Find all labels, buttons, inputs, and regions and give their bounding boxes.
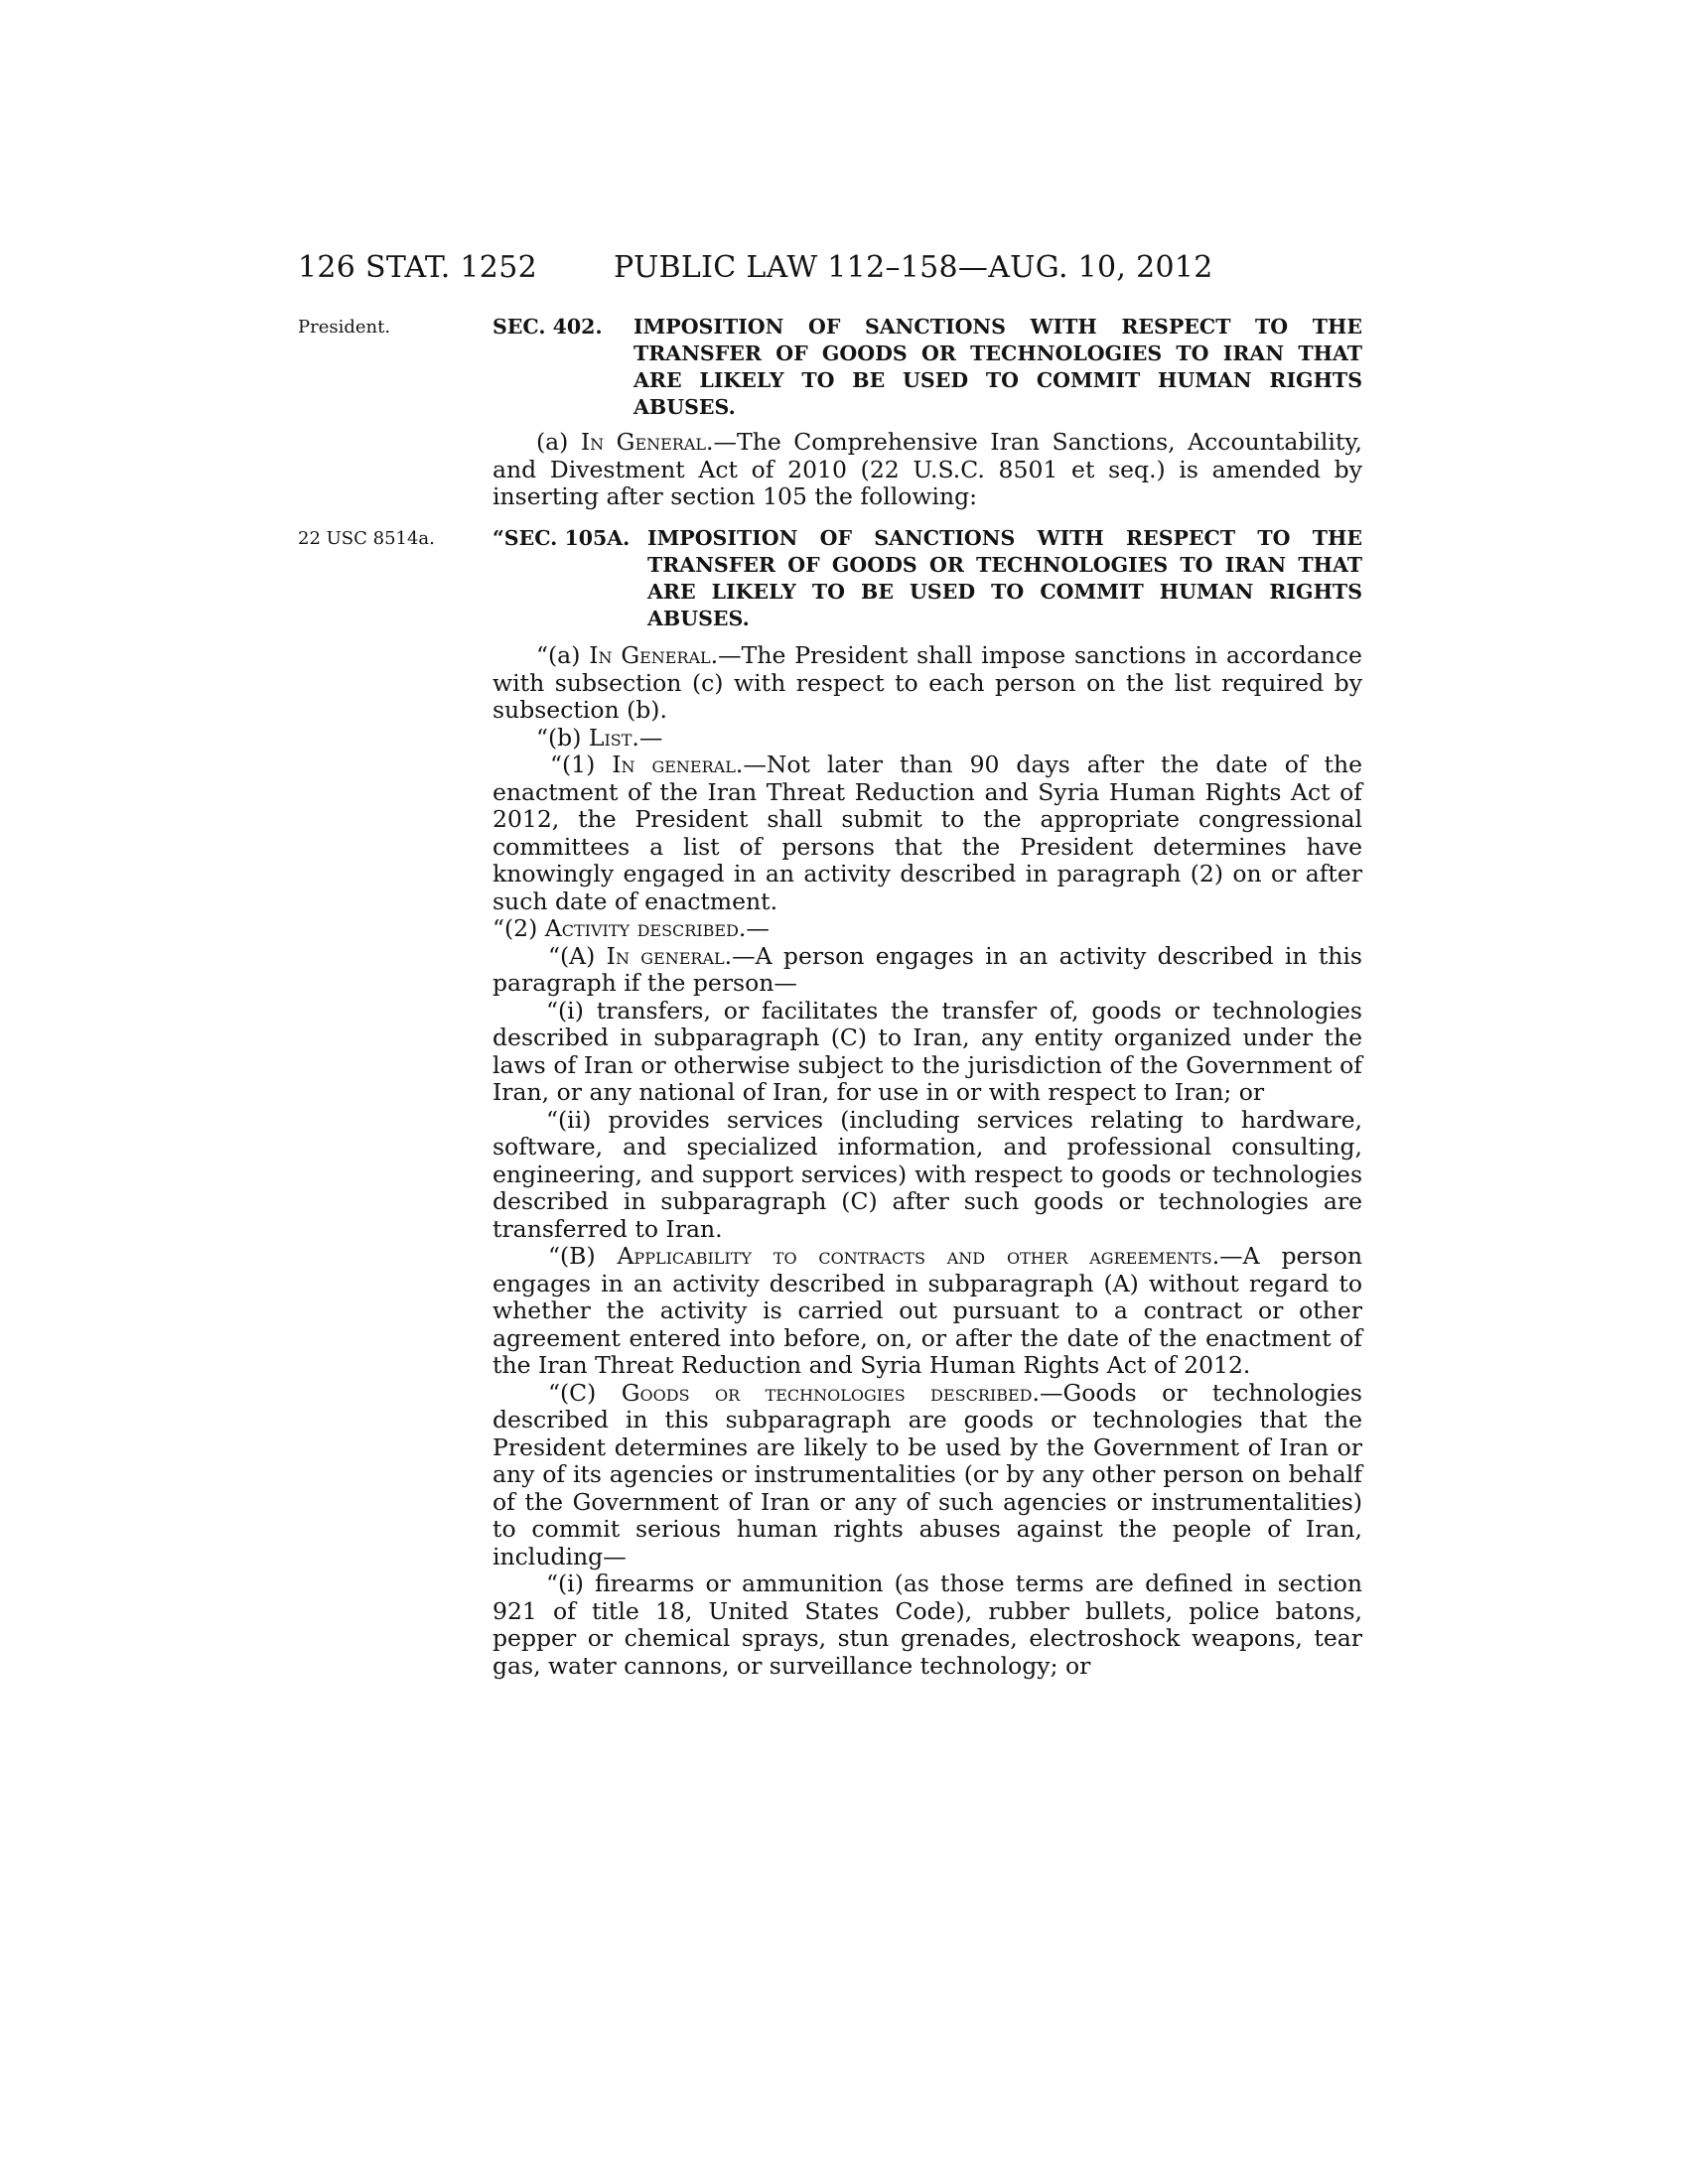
subparagraph-A: “(A) In general.—A person engages in an activity described in this paragraph if the person— <box>492 941 1362 997</box>
subparagraph-C: “(C) Goods or technologies described.—Goods or technologies described in this subparagraph are goods or technologies that the President determines are likely to be used by the Government of Iran or any of its agencies or instrumentalities (or by any other person on behalf of the Government of Iran or any of such agencies or instrumentalities) to commit serious human rights abuses against the people of Iran, including— <box>492 1378 1362 1570</box>
section-402-subsection-a: (a) In General.—The Comprehensive Iran Sanctions, Accountability, and Divestment Act of 2010 (22 U.S.C. 8501 et seq.) is amended by inserting after section 105 the following: <box>492 428 1362 510</box>
section-105a-label: “SEC. 105A. <box>492 526 631 550</box>
running-head <box>298 250 1213 286</box>
section-105a-body <box>492 642 1362 1680</box>
subsection-heading: In General. <box>580 428 714 456</box>
section-105a-title: IMPOSITION OF SANCTIONS WITH RESPECT TO THE TRANSFER OF GOODS OR TECHNOLOGIES TO IRAN THAT ARE LIKELY TO BE USED TO COMMIT HUMAN RIGHTS ABUSES. <box>647 526 1362 630</box>
paragraph-b2: “(2) Activity described.— <box>492 914 770 942</box>
clause-A-ii: “(ii) provides services (including services relating to hardware, software, and specialized information, and professional consulting, engineering, and support services) with respect to goods or technologies described in subparagraph (C) after such goods or technologies are transferred to Iran. <box>492 1105 1362 1243</box>
margin-note-usc: 22 USC 8514a. <box>298 528 435 549</box>
clause-C-i: “(i) firearms or ammunition (as those terms are defined in section 921 of title 18, United States Code), rubber bullets, police batons, pepper or chemical sprays, stun grenades, electroshock weapons, tear gas, water cannons, or surveillance technology; or <box>492 1570 1362 1680</box>
margin-note-president: President. <box>298 317 391 338</box>
public-law-title: PUBLIC LAW 112–158—AUG. 10, 2012 <box>614 250 1213 285</box>
paragraph-b: “(b) List.— <box>536 723 663 751</box>
section-105a-heading <box>492 525 1362 632</box>
paragraph-b1: “(1) In general.—Not later than 90 days after the date of the enactment of the Iran Threat Reduction and Syria Human Rights Act of 2012, the President shall submit to the appropriate congressional committees a list of persons that the President determines have knowingly engaged in an activity described in paragraph (2) on or after such date of enactment. <box>492 751 1363 915</box>
clause-A-i: “(i) transfers, or facilitates the transfer of, goods or technologies described in subparagraph (C) to Iran, any entity organized under the laws of Iran or otherwise subject to the jurisdiction of the Government of Iran, or any national of Iran, for use in or with respect to Iran; or <box>492 996 1362 1106</box>
subparagraph-B: “(B) Applicability to contracts and other agreements.—A person engages in an activity described in subparagraph (A) without regard to whether the activity is carried out pursuant to a contract or other agreement entered into before, on, or after the date of the enactment of the Iran Threat Reduction and Syria Human Rights Act of 2012. <box>492 1242 1362 1379</box>
section-402-title: IMPOSITION OF SANCTIONS WITH RESPECT TO THE TRANSFER OF GOODS OR TECHNOLOGIES TO IRAN THAT ARE LIKELY TO BE USED TO COMMIT HUMAN RIGHTS ABUSES. <box>633 315 1362 419</box>
stat-reference: 126 STAT. 1252 <box>298 250 537 285</box>
section-402-heading <box>492 314 1362 421</box>
paragraph-a: “(a) In General.—The President shall impose sanctions in accordance with subsection (c) with respect to each person on the list required by subsection (b). <box>492 641 1362 724</box>
subsection-text: —The Comprehensive Iran Sanctions, Accountability, and Divestment Act of 2010 (22 U.S.C. 8501 et seq.) is amended by inserting after section 105 the following: <box>492 428 1362 510</box>
section-402-label: SEC. 402. <box>492 315 603 339</box>
